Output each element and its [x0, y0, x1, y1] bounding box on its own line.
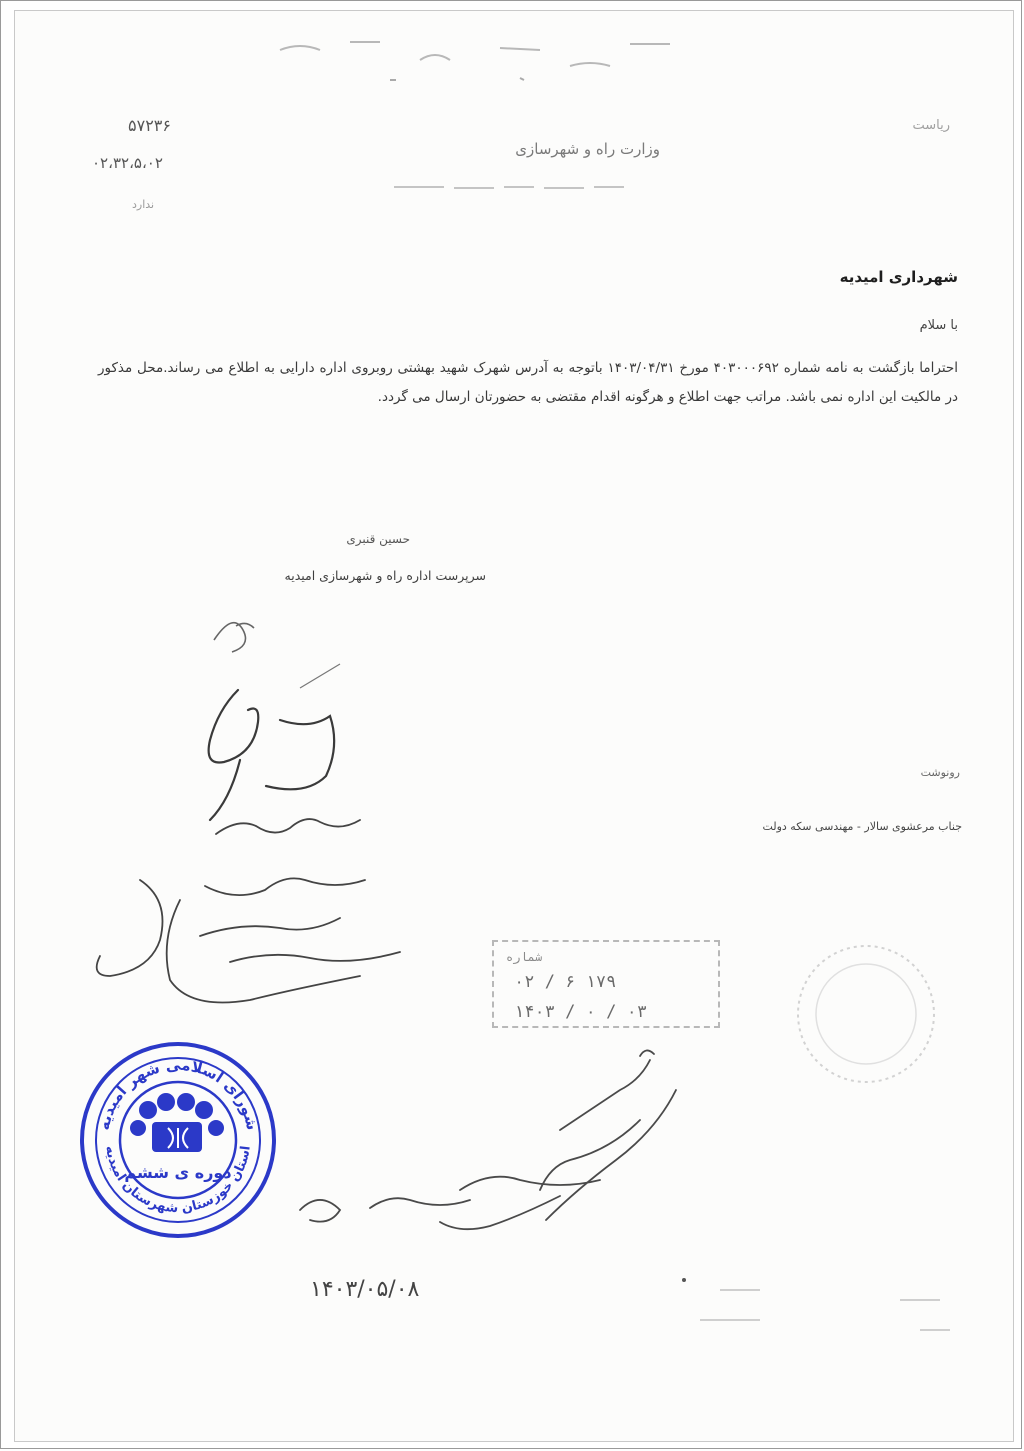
signer-title: سرپرست اداره راه و شهرسازی امیدیه — [284, 568, 486, 583]
greeting: با سلام — [919, 318, 958, 333]
letter-date: ۰۲،۳۲،۵،۰۲ — [92, 154, 163, 172]
registry-date: ۱۴۰۳ / ۰ / ۰۳ — [514, 1002, 648, 1022]
letter-body: احتراما بازگشت به نامه شماره ۴۰۳۰۰۰۶۹۲ مورخ ۱۴۰۳/۰۴/۳۱ باتوجه به آدرس شهرک شهید بهشتی روبروی اداره دارایی به اطلاع می رساند.محل مذکور در مالکیت این اداره نمی باشد. مراتب جهت اطلاع و هرگونه اقدام مقتضی به حضورتان ارسال می گردد. — [98, 360, 958, 405]
seal-top-text: شورای اسلامی شهر امیدیه — [94, 1055, 262, 1132]
handwritten-date: ۱۴۰۳/۰۵/۰۸ — [310, 1277, 420, 1302]
signer-name: حسین قنبری — [346, 532, 410, 546]
letter-page — [14, 10, 1014, 1442]
seal-bottom-text: استان خوزستان شهرستان امیدیه — [102, 1144, 254, 1217]
ministry-subheading-faded — [390, 180, 630, 194]
registry-number: ۰۲ / ۶ ۱۷۹ — [514, 972, 617, 992]
letter-attachment: ندارد — [132, 198, 155, 211]
registry-label: شماره — [506, 950, 543, 964]
cc-label: رونوشت — [920, 766, 960, 779]
letter-number: ۵۷۲۳۶ — [128, 116, 171, 135]
corner-note: ریاست — [912, 118, 950, 133]
ministry-heading: وزارت راه و شهرسازی — [515, 140, 660, 158]
seal-middle-text: دوره ی ششم — [124, 1163, 232, 1182]
cc-line: جناب مرعشوی سالار - مهندسی سکه دولت — [762, 820, 962, 833]
registry-stamp — [492, 940, 720, 1028]
header-faded-text — [270, 20, 690, 90]
recipient-heading: شهرداری امیدیه — [839, 268, 958, 286]
